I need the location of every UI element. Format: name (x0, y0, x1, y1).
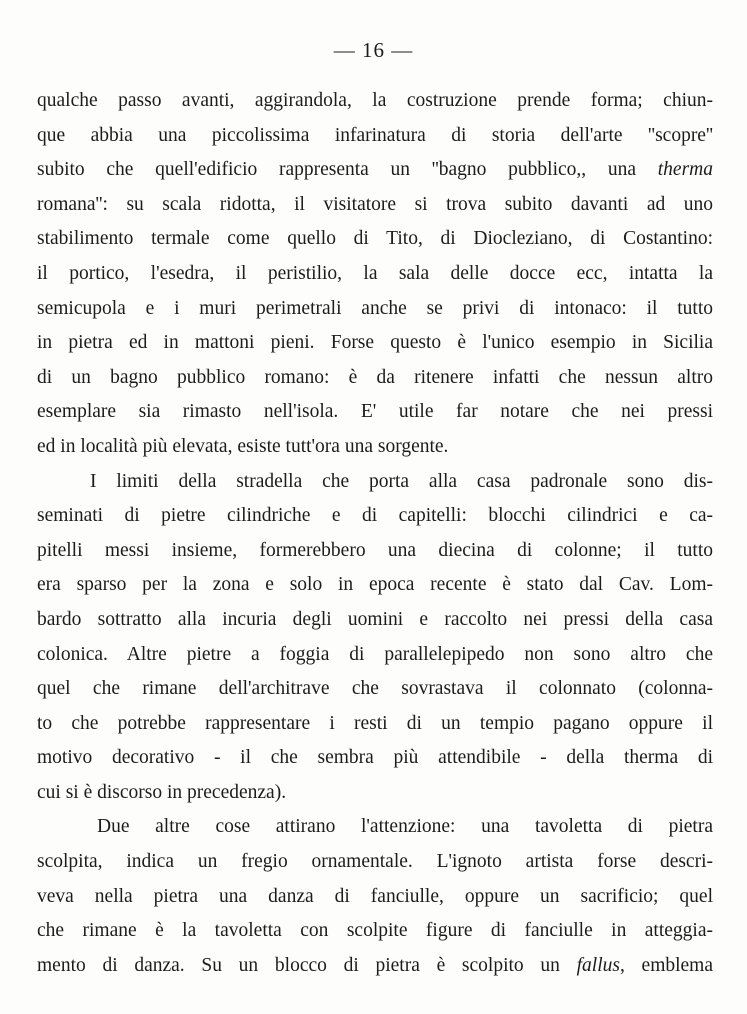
italic-word: fallus (576, 954, 620, 976)
text-line: I limiti della stradella che porta alla casa padronale sono dis- (90, 470, 713, 492)
text-line: esemplare sia rimasto nell'isola. E' utile far notare che nei pressi (37, 401, 713, 423)
italic-word: therma (657, 159, 713, 181)
body-text (37, 84, 713, 983)
text-line: che rimane è la tavoletta con scolpite figure di fanciulle in atteggia- (37, 920, 713, 942)
text-line: bardo sottratto alla incuria degli uomini e raccolto nei pressi della casa (37, 608, 713, 630)
text-segment: subito che quell'edificio rappresenta un ''bagno pubblico,, una (37, 159, 658, 181)
text-line: era sparso per la zona e solo in epoca recente è stato dal Cav. Lom- (37, 574, 713, 596)
text-line: quel che rimane dell'architrave che sovrastava il colonnato (colonna- (37, 678, 713, 700)
text-line: stabilimento termale come quello di Tito, di Diocleziano, di Costantino: (37, 228, 713, 250)
text-line (37, 153, 713, 188)
text-line: motivo decorativo - il che sembra più attendibile - della therma di (37, 747, 713, 769)
text-line: di un bagno pubblico romano: è da ritenere infatti che nessun altro (37, 366, 713, 388)
text-line: veva nella pietra una danza di fanciulle, oppure un sacrificio; quel (37, 885, 713, 907)
text-line: il portico, l'esedra, il peristilio, la sala delle docce ecc, intatta la (37, 262, 713, 284)
text-segment: mento di danza. Su un blocco di pietra è scolpito un (37, 954, 577, 976)
text-line: Due altre cose attirano l'attenzione: una tavoletta di pietra (97, 816, 713, 838)
text-segment: , emblema (619, 954, 714, 976)
text-line: cui si è discorso in precedenza). (37, 781, 287, 803)
text-line: romana'': su scala ridotta, il visitatore si trova subito davanti ad uno (37, 193, 713, 215)
page-number: — 16 — (333, 38, 414, 62)
text-line: to che potrebbe rappresentare i resti di un tempio pagano oppure il (37, 712, 713, 734)
text-line: semicupola e i muri perimetrali anche se privi di intonaco: il tutto (37, 297, 713, 319)
text-line (37, 949, 713, 984)
text-line: que abbia una piccolissima infarinatura di storia dell'arte ''scopre'' (37, 124, 713, 146)
text-line: in pietra ed in mattoni pieni. Forse questo è l'unico esempio in Sicilia (37, 332, 713, 354)
text-line: qualche passo avanti, aggirandola, la costruzione prende forma; chiun- (37, 90, 713, 111)
text-line: scolpita, indica un fregio ornamentale. L'ignoto artista forse descri- (37, 851, 713, 873)
text-line: pitelli messi insieme, formerebbero una diecina di colonne; il tutto (37, 539, 713, 561)
text-line: colonica. Altre pietre a foggia di parallelepipedo non sono altro che (37, 643, 713, 665)
text-line: ed in località più elevata, esiste tutt'ora una sorgente. (37, 435, 449, 457)
text-line: seminati di pietre cilindriche e di capitelli: blocchi cilindrici e ca- (37, 505, 713, 527)
